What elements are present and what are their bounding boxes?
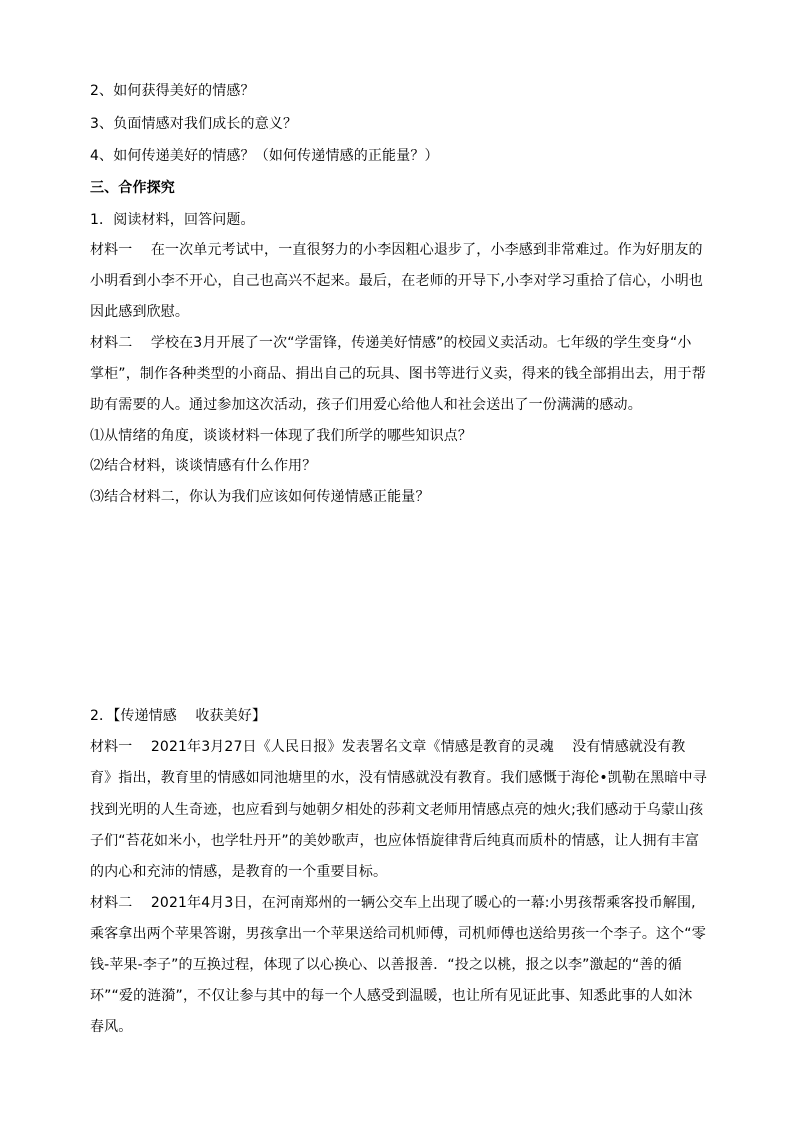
question-4: 4、如何传递美好的情感？（如何传递情感的正能量？） <box>90 148 439 164</box>
part1-material2-line: 助有需要的人。通过参加这次活动，孩子们用爱心给他人和社会送出了一份满满的感动。 <box>90 397 642 413</box>
part1-material1-line: 材料一 在一次单元考试中，一直很努力的小李因粗心退步了，小李感到非常难过。作为好朋友的 <box>90 242 703 258</box>
part2-material1-line: 育》指出，教育里的情感如同池塘里的水，没有情感就没有教育。我们感慨于海伦•凯勒在黑暗中寻 <box>90 770 707 786</box>
part2-material1-line: 子们“苔花如米小，也学牡丹开”的美妙歌声，也应体悟旋律背后纯真而质朴的情感，让人拥有丰富 <box>90 833 700 849</box>
part1-material2-line: 材料二 学校在3月开展了一次“学雷锋，传递美好情感”的校园义卖活动。七年级的学生变身“小 <box>90 335 692 351</box>
part1-material2-line: 掌柜”，制作各种类型的小商品、捐出自己的玩具、图书等进行义卖，得来的钱全部捐出去，用于帮 <box>90 366 706 382</box>
part1-intro: 1．阅读材料，回答问题。 <box>90 212 255 228</box>
section-heading: 三、合作探究 <box>90 180 175 196</box>
sub-question-2: ⑵结合材料，谈谈情感有什么作用？ <box>90 458 317 474</box>
part1-material1-line: 小明看到小李不开心，自己也高兴不起来。最后，在老师的开导下,小李对学习重拾了信心，小明也 <box>90 273 704 289</box>
part2-material2-line: 乘客拿出两个苹果答谢，男孩拿出一个苹果送给司机师傅，司机师傅也送给男孩一个李子。这个“零 <box>90 926 706 942</box>
part2-material2-line: 春风。 <box>90 1019 133 1035</box>
part1-material1-line: 因此感到欣慰。 <box>90 304 190 320</box>
question-3: 3、负面情感对我们成长的意义？ <box>90 116 298 132</box>
sub-question-3: ⑶结合材料二，你认为我们应该如何传递情感正能量？ <box>90 489 430 505</box>
part2-material2-line: 环”“爱的涟漪”，不仅让参与其中的每一个人感受到温暖，也让所有见证此事、知悉此事的人如沐 <box>90 988 693 1004</box>
part2-material1-line: 找到光明的人生奇迹，也应看到与她朝夕相处的莎莉文老师用情感点亮的烛火;我们感动于乌蒙山孩 <box>90 802 704 818</box>
part2-material1-line: 材料一 2021年3月27日《人民日报》发表署名文章《情感是教育的灵魂 没有情感就没有教 <box>90 739 686 755</box>
part2-material1-line: 的内心和充沛的情感，是教育的一个重要目标。 <box>90 864 388 880</box>
question-2: 2、如何获得美好的情感？ <box>90 83 255 99</box>
part2-title: 2．【传递情感 收获美好】 <box>90 708 267 724</box>
part2-material2-line: 材料二 2021年4月3日，在河南郑州的一辆公交车上出现了暖心的一幕:小男孩帮乘客投币解围, <box>90 895 696 911</box>
sub-question-1: ⑴从情绪的角度，谈谈材料一体现了我们所学的哪些知识点？ <box>90 428 473 444</box>
part2-material2-line: 钱-苹果-李子”的互换过程，体现了以心换心、以善报善．“投之以桃，报之以李”激起的“善的循 <box>90 957 682 973</box>
